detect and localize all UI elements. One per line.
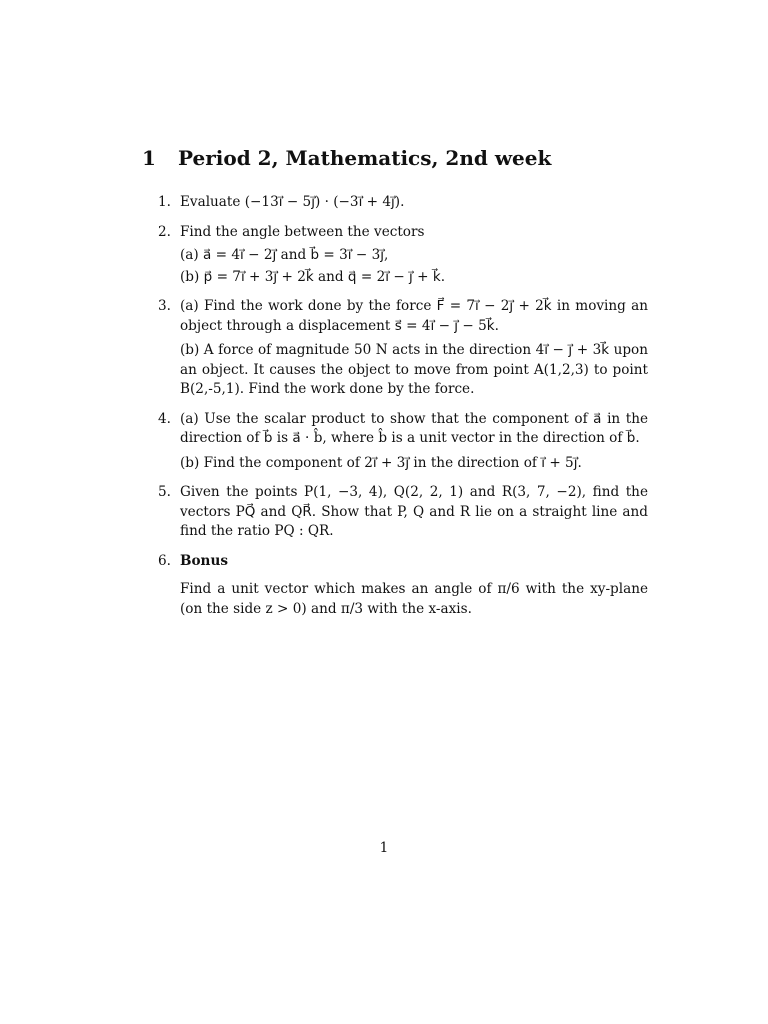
problem-text: Evaluate (−13i⃗ − 5j⃗) · (−3i⃗ + 4j⃗). — [180, 194, 405, 210]
problem-part-a: (a) Use the scalar product to show that the component of a⃗ in the direction of b⃗ is a⃗ · b̂, where b̂ is a unit vector in the direction of b⃗. — [180, 410, 648, 446]
bonus-title: Bonus — [180, 552, 228, 569]
page-number: 1 — [379, 840, 389, 856]
problem-part-b: (b) p⃗ = 7i⃗ + 3j⃗ + 2k⃗ and q⃗ = 2i⃗ − j⃗ + k⃗. — [180, 268, 446, 285]
problem-part-b: (b) A force of magnitude 50 N acts in the direction 4i⃗ − j⃗ + 3k⃗ upon an object. It causes the object to move from point A(1,2,3) to point B(2,-5,1). Find the work done by the force. — [180, 342, 648, 397]
problem-text: Given the points P(1, −3, 4), Q(2, 2, 1) and R(3, 7, −2), find the vectors PQ⃗ and QR⃗. Show that P, Q and R lie on a straight line and find the ratio PQ : QR. — [180, 484, 648, 539]
problem-text: Find the angle between the vectors — [180, 223, 425, 240]
problem-number: 3. — [158, 298, 171, 314]
problem-5 — [158, 483, 648, 542]
problem-part-b: (b) Find the component of 2i⃗ + 3j⃗ in the direction of i⃗ + 5j⃗. — [180, 454, 582, 471]
section-heading — [142, 146, 551, 170]
section-title: Period 2, Mathematics, 2nd week — [178, 146, 552, 170]
problem-number: 2. — [158, 223, 171, 240]
problem-1 — [158, 193, 648, 213]
problem-4 — [158, 410, 648, 474]
problem-number: 5. — [158, 484, 171, 500]
section-number: 1 — [142, 146, 156, 170]
problem-list — [158, 193, 648, 629]
problem-number: 6. — [158, 552, 171, 569]
problem-3 — [158, 297, 648, 400]
problem-part-a: (a) a⃗ = 4i⃗ − 2j⃗ and b⃗ = 3i⃗ − 3j⃗, — [180, 247, 389, 263]
problem-number: 4. — [158, 410, 171, 427]
problem-text: Find a unit vector which makes an angle of π/6 with the xy-plane (on the side z > 0) and π/3 with the x-axis. — [180, 581, 648, 617]
problem-number: 1. — [158, 194, 171, 210]
problem-2 — [158, 223, 648, 288]
problem-6 — [158, 552, 648, 620]
problem-part-a: (a) Find the work done by the force F⃗ = 7i⃗ − 2j⃗ + 2k⃗ in moving an object through a displacement s⃗ = 4i⃗ − j⃗ − 5k⃗. — [180, 298, 648, 334]
